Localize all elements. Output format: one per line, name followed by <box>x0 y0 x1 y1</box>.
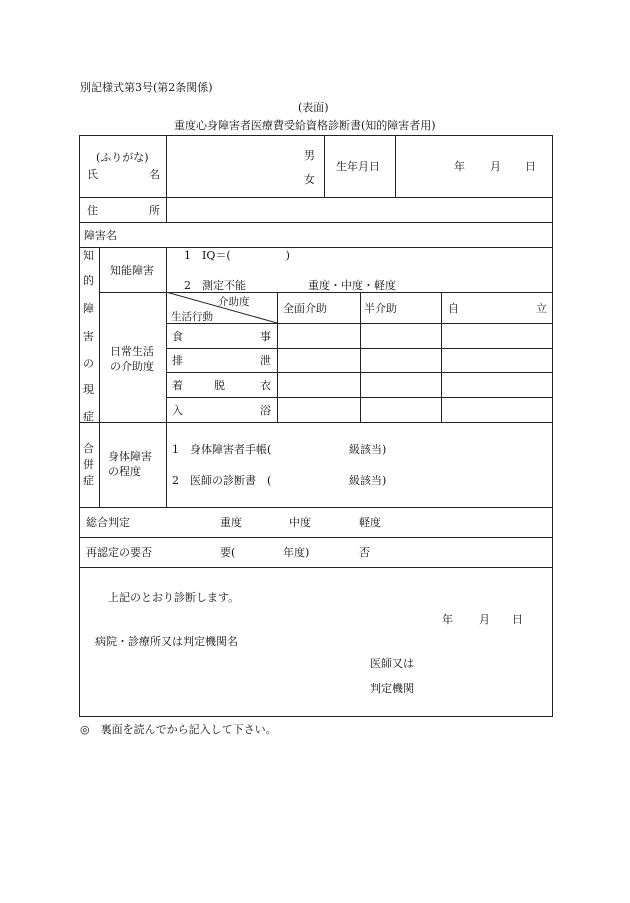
recert-not-needed[interactable]: 否 <box>359 546 370 559</box>
physical-disability-label-1: 身体障害 <box>108 450 152 463</box>
activity-eating-1: 食 <box>172 330 183 343</box>
intellectual-char-6: 症 <box>83 410 94 423</box>
reverse-side-note: ◎ 裏面を読んでから記入して下さい。 <box>80 723 277 736</box>
overall-severe[interactable]: 重度 <box>220 516 242 529</box>
institution-label: 病院・診療所又は判定機関名 <box>95 635 238 648</box>
iq-label: 1 IQ＝( ) <box>184 249 290 262</box>
name-label-2: 名 <box>149 168 160 181</box>
footer-day-label: 日 <box>512 613 523 626</box>
doctor-label-2: 判定機関 <box>370 682 414 695</box>
severity-options: 重度・中度・軽度 <box>308 279 396 292</box>
birth-day-label: 日 <box>525 160 536 173</box>
combined-char-1: 併 <box>83 458 94 471</box>
full-assistance-header: 全面介助 <box>283 302 327 315</box>
sex-male[interactable]: 男 <box>304 149 315 162</box>
activity-bathing-1: 入 <box>172 404 183 417</box>
disability-name-label: 障害名 <box>84 229 117 242</box>
physical-handbook-label: 1 身体障害者手帳( <box>172 443 272 456</box>
overall-mild[interactable]: 軽度 <box>359 516 381 529</box>
combined-char-0: 合 <box>83 442 94 455</box>
activity-dressing-1: 着 <box>172 379 183 392</box>
recert-year: 年度) <box>283 546 310 559</box>
address-label-2: 所 <box>149 204 160 217</box>
recert-needed[interactable]: 要( <box>220 546 236 559</box>
footer-year-label: 年 <box>442 613 453 626</box>
intellectual-char-1: 的 <box>83 274 94 287</box>
daily-label-2: の介助度 <box>110 360 154 373</box>
birth-month-label: 月 <box>490 160 501 173</box>
footer-month-label: 月 <box>479 613 490 626</box>
form-title: 重度心身障害者医療費受給資格診断書(知的障害者用) <box>174 119 436 132</box>
doctor-diagnosis-grade: 級該当) <box>349 474 387 487</box>
unmeasurable-label: 2 測定不能 <box>184 279 246 292</box>
birth-year-label: 年 <box>454 160 465 173</box>
activity-eating-2: 事 <box>260 330 271 343</box>
physical-disability-label-2: の程度 <box>108 465 141 478</box>
activity-excretion-1: 排 <box>172 354 183 367</box>
name-label-1: 氏 <box>87 168 98 181</box>
recert-label: 再認定の要否 <box>86 546 152 559</box>
daily-label-1: 日常生活 <box>110 345 154 358</box>
diagnosis-statement: 上記のとおり診断します。 <box>108 591 240 604</box>
intellectual-char-0: 知 <box>83 249 94 262</box>
overall-judgement-label: 総合判定 <box>86 516 130 529</box>
combined-char-2: 症 <box>83 474 94 487</box>
intelligence-level-label: 知能障害 <box>110 264 154 277</box>
half-assistance-header: 半介助 <box>364 302 397 315</box>
activity-bathing-2: 浴 <box>260 404 271 417</box>
furigana-label: (ふりがな) <box>96 151 149 164</box>
doctor-label-1: 医師又は <box>370 657 414 670</box>
physical-handbook-grade: 級該当) <box>349 443 387 456</box>
intellectual-char-4: の <box>83 357 94 370</box>
sex-female[interactable]: 女 <box>304 173 315 186</box>
form-id: 別記様式第3号(第2条関係) <box>80 81 213 94</box>
doctor-diagnosis-label: 2 医師の診断書 ( <box>172 474 272 487</box>
activity-excretion-2: 泄 <box>260 354 271 367</box>
independent-header-2: 立 <box>536 302 547 315</box>
header-care-degree: 介助度 <box>218 296 250 308</box>
address-label-1: 住 <box>87 204 98 217</box>
independent-header-1: 自 <box>448 302 459 315</box>
header-life-activity: 生活行動 <box>171 311 213 323</box>
activity-dressing-3: 衣 <box>260 379 271 392</box>
intellectual-char-5: 現 <box>83 383 94 396</box>
intellectual-char-3: 害 <box>83 330 94 343</box>
side-label: (表面) <box>298 101 329 114</box>
intellectual-char-2: 障 <box>83 302 94 315</box>
activity-dressing-2: 脱 <box>214 379 225 392</box>
overall-moderate[interactable]: 中度 <box>289 516 311 529</box>
birth-label: 生年月日 <box>336 160 380 173</box>
